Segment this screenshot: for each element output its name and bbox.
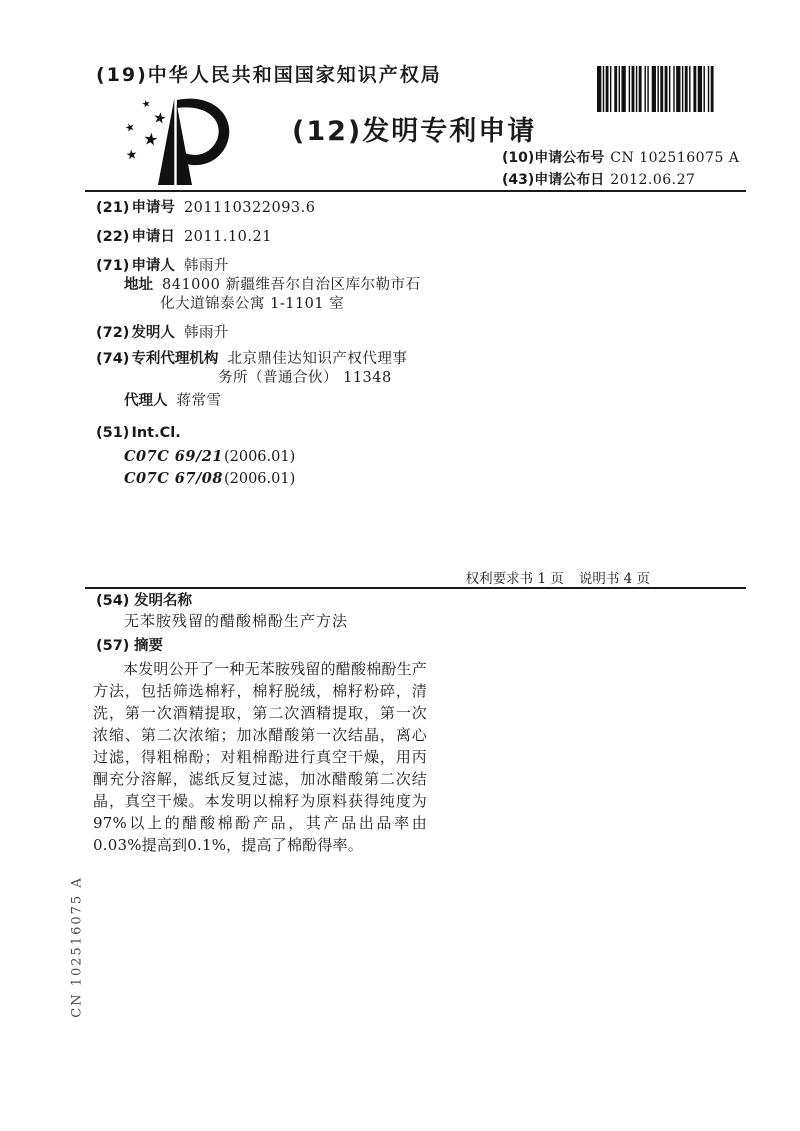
description-pages: 说明书 4 页	[578, 571, 650, 587]
publication-info	[502, 147, 739, 191]
applicant-address-row	[160, 295, 344, 313]
barcode	[597, 66, 715, 112]
publication-number-value: CN 102516075 A	[610, 150, 740, 166]
address-line-2: 化大道锦泰公寓 1-1101 室	[160, 296, 345, 312]
patent-office-name: (19)中华人民共和国国家知识产权局	[96, 64, 442, 86]
sipo-logo	[112, 92, 240, 190]
inid-code: (74)	[96, 351, 130, 367]
classification-entry	[124, 448, 295, 466]
star-icon: ★	[151, 107, 169, 129]
applicant-row: (71) 申请人 韩雨升	[96, 258, 229, 274]
application-date-row: (22) 申请日 2011.10.21	[96, 229, 272, 245]
classification-code: C07C 67/08	[124, 470, 223, 487]
application-number-value: 201110322093.6	[183, 200, 316, 216]
agency-line-1: 北京鼎佳达知识产权代理事	[227, 351, 408, 367]
agent-row: 代理人 蒋常雪	[124, 393, 222, 409]
pages-note	[466, 567, 650, 587]
claims-pages: 权利要求书 1 页	[465, 571, 564, 587]
publication-number-line	[502, 147, 739, 169]
inid-code: (21)	[96, 200, 130, 216]
applicant-name: 韩雨升	[183, 258, 229, 274]
invention-title: 无苯胺残留的醋酸棉酚生产方法	[124, 612, 349, 630]
publication-number-label: (10)申请公布号	[502, 150, 605, 166]
publication-date-line	[502, 169, 739, 191]
invention-title-heading: (54) 发明名称	[96, 593, 193, 609]
inventor-name: 韩雨升	[183, 325, 229, 341]
p-bowl-shape	[177, 99, 229, 166]
classification-version: (2006.01)	[223, 471, 296, 487]
star-icon: ★	[125, 147, 139, 164]
star-icon: ★	[123, 119, 137, 136]
publication-date-label: (43)申请公布日	[502, 172, 605, 188]
address-line-1: 841000 新疆维吾尔自治区库尔勒市石	[162, 277, 421, 293]
applicant-address-row: 地址 841000 新疆维吾尔自治区库尔勒市石	[124, 277, 421, 293]
application-date-value: 2011.10.21	[183, 229, 272, 245]
inid-code: (22)	[96, 229, 130, 245]
agency-line-2: 务所（普通合伙） 11348	[218, 370, 392, 386]
patent-agency-row	[218, 369, 392, 387]
classification-version: (2006.01)	[223, 449, 296, 465]
sidebar-publication-number: CN 102516075 A	[69, 876, 85, 1018]
int-cl-row: (51) Int.Cl.	[96, 425, 181, 441]
star-icon: ★	[141, 129, 160, 151]
header-divider	[85, 190, 746, 192]
application-number-row: (21) 申请号 201110322093.6	[96, 200, 316, 216]
abstract-text: 本发明公开了一种无苯胺残留的醋酸棉酚生产方法，包括筛选棉籽，棉籽脱绒，棉籽粉碎，清洗，第一次酒精提取，第二次酒精提取，第一次浓缩、第二次浓缩；加冰醋酸第一次结晶，离心过滤，得粗棉酚；对粗棉酚进行真空干燥，用丙酮充分溶解，滤纸反复过滤，加冰醋酸第二次结晶，真空干燥。本发明以棉籽为原料获得纯度为97%以上的醋酸棉酚产品，其产品出品率由0.03%提高到0.1%，提高了棉酚得率。	[93, 660, 428, 854]
publication-date-value: 2012.06.27	[610, 172, 696, 188]
inid-code: (71)	[96, 258, 130, 274]
agent-name: 蒋常雪	[176, 393, 222, 409]
inid-code: (57)	[96, 638, 130, 654]
document-type-title: (12)发明专利申请	[292, 116, 537, 147]
classification-code: C07C 69/21	[124, 448, 223, 465]
inid-code: (54)	[96, 593, 130, 609]
star-icon: ★	[140, 98, 153, 111]
patent-agency-row: (74) 专利代理机构 北京鼎佳达知识产权代理事	[96, 351, 408, 367]
classification-entry	[124, 470, 295, 488]
abstract-heading: (57) 摘要	[96, 638, 164, 654]
inventor-row: (72) 发明人 韩雨升	[96, 325, 229, 341]
inid-code: (72)	[96, 325, 130, 341]
inid-code: (51)	[96, 425, 130, 441]
